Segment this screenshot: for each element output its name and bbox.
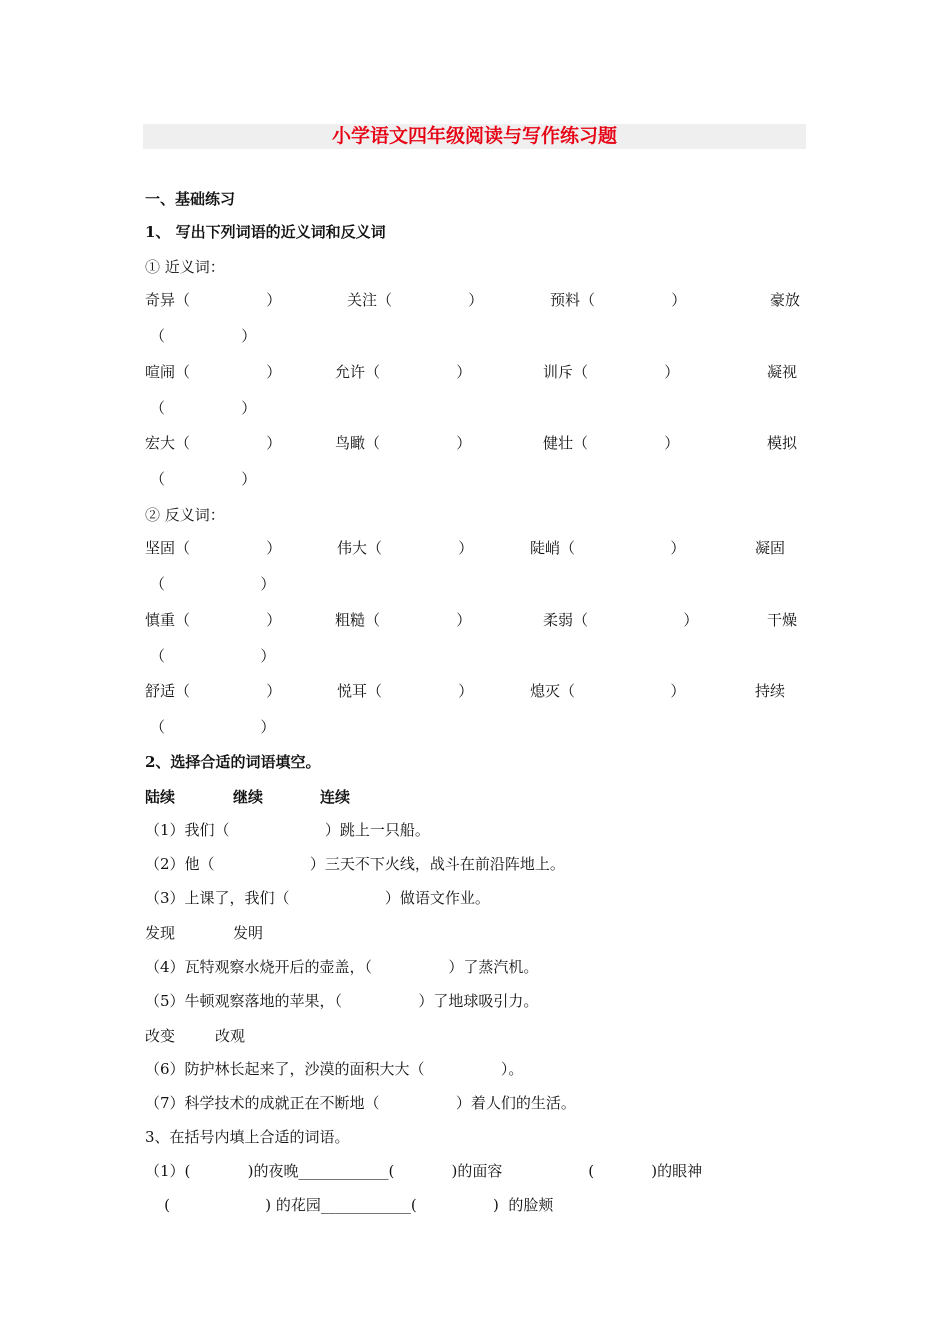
antonym-item: 慎重（ ） [145, 611, 282, 629]
fill-item: （1）( )的夜晚____________( )的面容 ( )的眼神 [145, 1162, 703, 1180]
synonym-item: 奇异（ ） [145, 291, 282, 309]
synonym-item: 健壮（ ） [543, 434, 680, 452]
antonym-item: 凝固 [755, 539, 786, 557]
antonym-row [145, 536, 805, 560]
antonym-row [145, 715, 805, 739]
question-1-heading: 1、 写出下列词语的近义词和反义词 [145, 223, 386, 241]
fill-item: （3）上课了，我们（ ）做语文作业。 [145, 889, 490, 907]
antonym-item: （ ） [150, 647, 276, 665]
synonym-item: 宏大（ ） [145, 434, 282, 452]
antonym-item: 干燥 [767, 611, 798, 629]
synonym-row [145, 396, 805, 420]
antonym-row [145, 644, 805, 668]
title-bar [143, 124, 806, 149]
antonym-item: （ ） [150, 575, 276, 593]
synonym-row [145, 360, 805, 384]
fill-item: ( ) 的花园____________( ) 的脸颊 [145, 1196, 554, 1214]
fill-item: （6）防护林长起来了，沙漠的面积大大（ ）。 [145, 1060, 524, 1078]
antonym-item: 舒适（ ） [145, 682, 282, 700]
word-option: 发明 [233, 924, 264, 942]
antonym-item: 粗糙（ ） [335, 611, 472, 629]
antonym-item: 坚固（ ） [145, 539, 282, 557]
fill-item: （4）瓦特观察水烧开后的壶盖，（ ）了蒸汽机。 [145, 958, 539, 976]
synonym-item: 训斥（ ） [543, 363, 680, 381]
antonym-item: 柔弱（ ） [543, 611, 699, 629]
section-heading: 一、基础练习 [145, 190, 236, 208]
synonym-item: 模拟 [767, 434, 798, 452]
word-group-3 [145, 1024, 805, 1048]
synonym-item: 喧闹（ ） [145, 363, 282, 381]
word-option: 改观 [215, 1027, 246, 1045]
antonym-item: 持续 [755, 682, 786, 700]
word-group-1 [145, 785, 805, 809]
fill-item: （5）牛顿观察落地的苹果，（ ）了地球吸引力。 [145, 992, 539, 1010]
synonym-item: 关注（ ） [347, 291, 484, 309]
antonym-row [145, 572, 805, 596]
word-group-2 [145, 921, 805, 945]
synonym-row [145, 467, 805, 491]
synonym-item: 预料（ ） [550, 291, 687, 309]
question-3-heading: 3、在括号内填上合适的词语。 [145, 1128, 350, 1146]
word-option: 继续 [233, 788, 264, 806]
fill-item: （1）我们（ ）跳上一只船。 [145, 821, 430, 839]
synonym-item: （ ） [150, 399, 257, 417]
question-2-heading: 2、选择合适的词语填空。 [145, 753, 321, 771]
word-option: 陆续 [145, 788, 176, 806]
word-option: 发现 [145, 924, 176, 942]
antonyms-label: ② 反义词： [145, 506, 225, 524]
synonym-row [145, 324, 805, 348]
synonym-item: 豪放 [770, 291, 801, 309]
antonym-item: 悦耳（ ） [337, 682, 474, 700]
synonym-item: （ ） [150, 470, 257, 488]
word-option: 改变 [145, 1027, 176, 1045]
page-title: 小学语文四年级阅读与写作练习题 [331, 125, 617, 147]
antonym-row [145, 608, 805, 632]
antonym-row [145, 679, 805, 703]
synonym-item: 允许（ ） [335, 363, 472, 381]
antonym-item: （ ） [150, 718, 276, 736]
synonym-item: （ ） [150, 327, 257, 345]
synonym-row [145, 288, 805, 312]
antonym-item: 陡峭（ ） [530, 539, 686, 557]
word-option: 连续 [320, 788, 351, 806]
synonym-item: 凝视 [767, 363, 798, 381]
fill-item: （7）科学技术的成就正在不断地（ ）着人们的生活。 [145, 1094, 576, 1112]
antonym-item: 熄灭（ ） [530, 682, 686, 700]
synonym-item: 鸟瞰（ ） [335, 434, 472, 452]
synonyms-label: ① 近义词： [145, 258, 225, 276]
antonym-item: 伟大（ ） [337, 539, 474, 557]
fill-item: （2）他（ ）三天不下火线，战斗在前沿阵地上。 [145, 855, 565, 873]
synonym-row [145, 431, 805, 455]
